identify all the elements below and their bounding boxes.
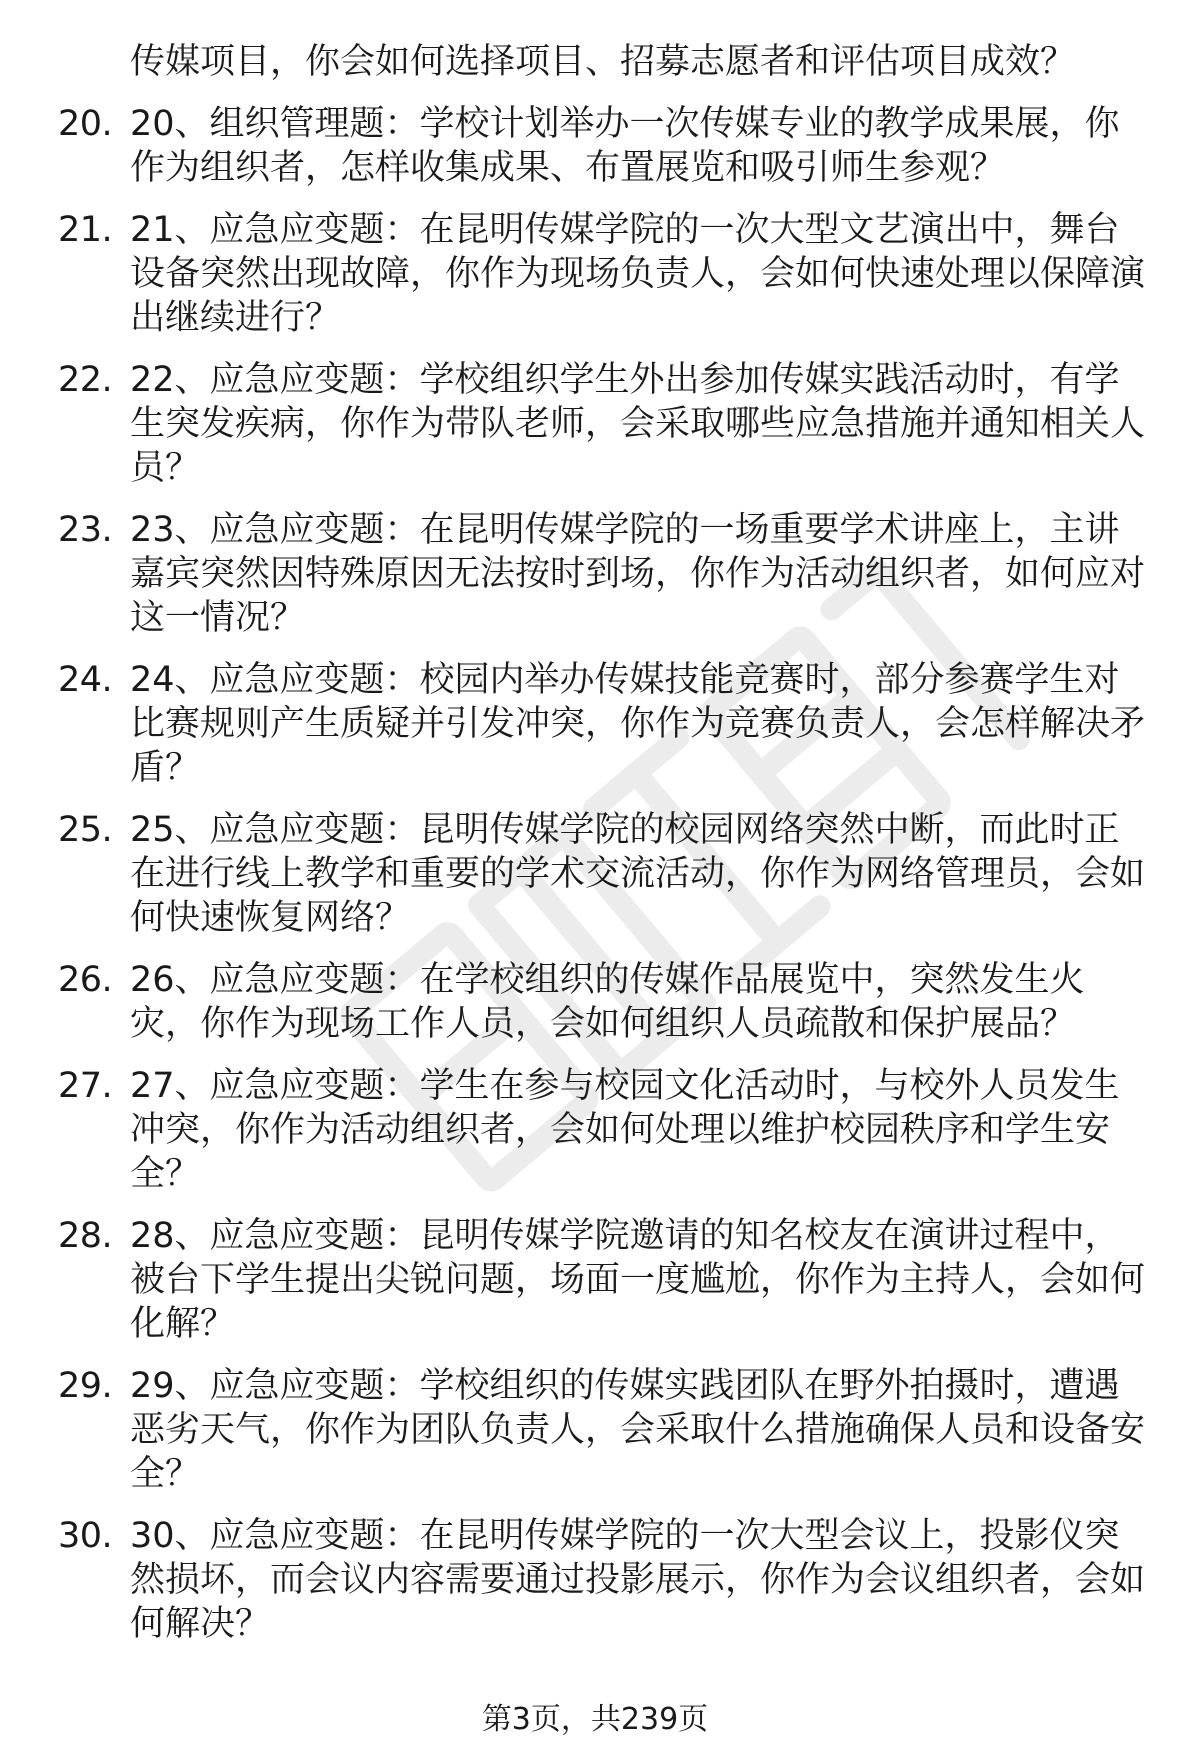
question-number: 25. bbox=[58, 810, 113, 850]
question-item bbox=[58, 658, 1150, 790]
question-text: 21、应急应变题：在昆明传媒学院的一次大型文艺演出中，舞台设备突然出现故障，你作为现场负责人，会如何快速处理以保障演出继续进行？ bbox=[130, 210, 1146, 338]
question-item bbox=[58, 1064, 1150, 1196]
question-number: 29. bbox=[58, 1366, 113, 1406]
question-number: 28. bbox=[58, 1216, 113, 1256]
question-item bbox=[58, 958, 1150, 1046]
question-number: 30. bbox=[58, 1516, 113, 1556]
question-text: 27、应急应变题：学生在参与校园文化活动时，与校外人员发生冲突，你作为活动组织者，会如何处理以维护校园秩序和学生安全？ bbox=[130, 1066, 1120, 1194]
question-item bbox=[58, 1214, 1150, 1346]
question-text: 20、组织管理题：学校计划举办一次传媒专业的教学成果展，你作为组织者，怎样收集成果、布置展览和吸引师生参观？ bbox=[130, 104, 1120, 188]
question-item bbox=[58, 1514, 1150, 1646]
question-text: 22、应急应变题：学校组织学生外出参加传媒实践活动时，有学生突发疾病，你作为带队老师，会采取哪些应急措施并通知相关人员？ bbox=[130, 360, 1146, 488]
question-number: 23. bbox=[58, 510, 113, 550]
question-item bbox=[58, 358, 1150, 490]
question-item bbox=[58, 208, 1150, 340]
question-number: 27. bbox=[58, 1066, 113, 1106]
page-footer bbox=[0, 1700, 1190, 1740]
question-text: 25、应急应变题：昆明传媒学院的校园网络突然中断，而此时正在进行线上教学和重要的学术交流活动，你作为网络管理员，会如何快速恢复网络？ bbox=[130, 810, 1146, 938]
question-content bbox=[58, 40, 1150, 1664]
question-number: 20. bbox=[58, 104, 113, 144]
question-text: 29、应急应变题：学校组织的传媒实践团队在野外拍摄时，遭遇恶劣天气，你作为团队负责人，会采取什么措施确保人员和设备安全？ bbox=[130, 1366, 1146, 1494]
question-list bbox=[58, 102, 1150, 1646]
question-text: 30、应急应变题：在昆明传媒学院的一次大型会议上，投影仪突然损坏，而会议内容需要通过投影展示，你作为会议组织者，会如何解决？ bbox=[130, 1516, 1146, 1644]
question-item bbox=[58, 1364, 1150, 1496]
question-item bbox=[58, 102, 1150, 190]
question-text: 26、应急应变题：在学校组织的传媒作品展览中，突然发生火灾，你作为现场工作人员，会如何组织人员疏散和保护展品？ bbox=[130, 960, 1085, 1044]
question-item bbox=[58, 508, 1150, 640]
question-number: 22. bbox=[58, 360, 113, 400]
page-number-label: 第3页，共239页 bbox=[481, 1702, 709, 1737]
question-number: 21. bbox=[58, 210, 113, 250]
question-text: 23、应急应变题：在昆明传媒学院的一场重要学术讲座上，主讲嘉宾突然因特殊原因无法按时到场，你作为活动组织者，如何应对这一情况？ bbox=[130, 510, 1146, 638]
question-item bbox=[58, 808, 1150, 940]
question-text: 24、应急应变题：校园内举办传媒技能竞赛时，部分参赛学生对比赛规则产生质疑并引发冲突，你作为竞赛负责人，会怎样解决矛盾？ bbox=[130, 660, 1146, 788]
question-number: 26. bbox=[58, 960, 113, 1000]
question-number: 24. bbox=[58, 660, 113, 700]
continued-question-text: 传媒项目，你会如何选择项目、招募志愿者和评估项目成效？ bbox=[130, 42, 1076, 82]
question-text: 28、应急应变题：昆明传媒学院邀请的知名校友在演讲过程中，被台下学生提出尖锐问题，场面一度尴尬，你作为主持人，会如何化解？ bbox=[130, 1216, 1146, 1344]
